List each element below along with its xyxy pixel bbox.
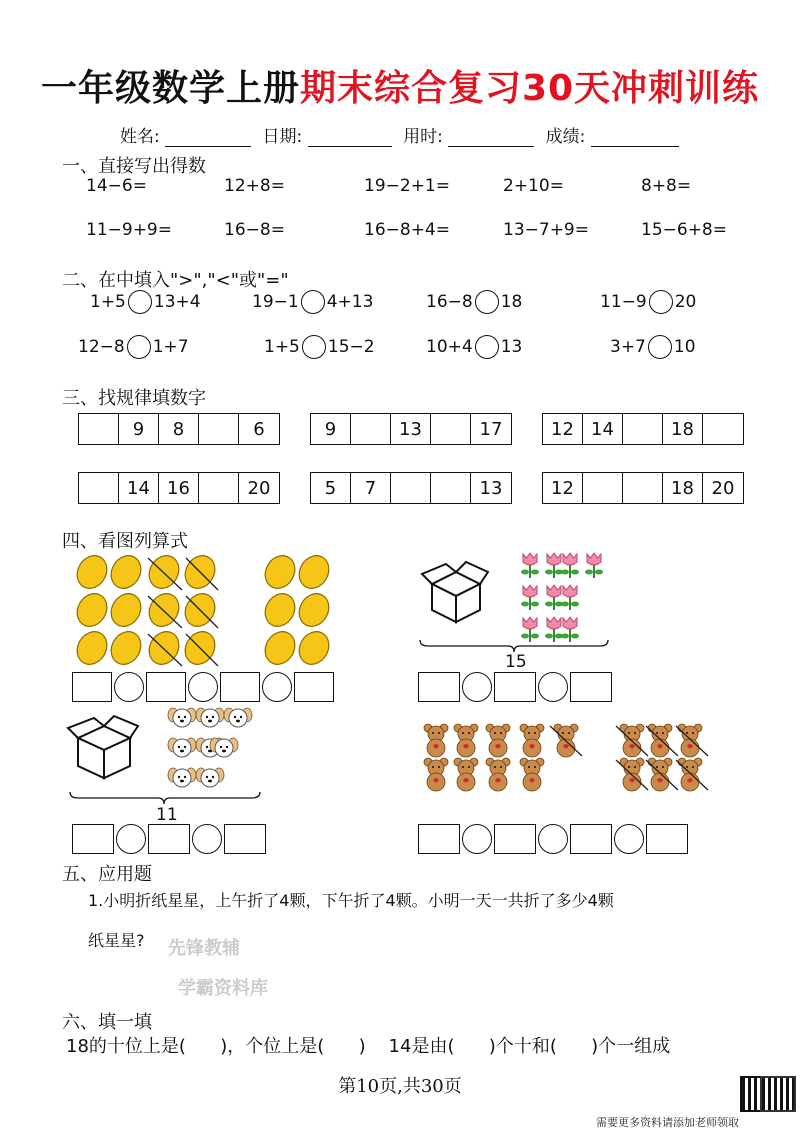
section-2-title: 二、在中填入">","<"或"=" [62, 270, 289, 291]
seq-cell[interactable]: 7 [351, 473, 391, 503]
date-label: 日期: [262, 127, 303, 147]
seq-cell[interactable]: 13 [391, 414, 431, 444]
answer-box[interactable] [224, 824, 266, 854]
answer-row-1 [72, 672, 334, 702]
seq-cell[interactable]: 8 [159, 414, 199, 444]
answer-box[interactable] [72, 824, 114, 854]
seq-cell[interactable]: 14 [583, 414, 623, 444]
watermark-line2: 学霸资料库 [178, 978, 268, 999]
word-problem-line1: 1.小明折纸星星，上午折了4颗，下午折了4颗。小明一天一共折了多少4颗 [88, 891, 614, 910]
calc-item: 8+8= [641, 176, 692, 196]
answer-box[interactable] [494, 824, 536, 854]
watermark-line1: 先锋教辅 [168, 938, 240, 959]
answer-circle[interactable] [462, 672, 492, 702]
seq-cell[interactable]: 16 [159, 473, 199, 503]
answer-circle[interactable] [262, 672, 292, 702]
seq-cell[interactable]: 5 [311, 473, 351, 503]
seq-cell[interactable]: 18 [663, 473, 703, 503]
compare-circle[interactable] [128, 290, 152, 314]
calc-item: 11−9+9= [86, 220, 172, 240]
compare-item: 19−1 4+13 [252, 292, 374, 312]
seq-cell[interactable]: 20 [247, 477, 271, 499]
sequence-box [542, 413, 744, 445]
seq-cell[interactable] [623, 473, 663, 503]
seq-cell[interactable] [199, 473, 239, 503]
student-info [120, 122, 679, 147]
name-field[interactable] [165, 128, 251, 147]
calc-item: 12+8= [224, 176, 285, 196]
calc-item: 13−7+9= [503, 220, 589, 240]
seq-cell[interactable]: 20 [711, 477, 735, 499]
compare-item: 12−8 1+7 [78, 337, 189, 357]
bears-left [424, 724, 578, 791]
seq-cell[interactable] [583, 473, 623, 503]
name-label: 姓名: [120, 127, 160, 147]
calc-item: 16−8= [224, 220, 285, 240]
date-field[interactable] [308, 128, 392, 147]
seq-cell[interactable] [199, 414, 239, 444]
compare-circle[interactable] [127, 335, 151, 359]
seq-cell[interactable] [431, 414, 471, 444]
answer-box[interactable] [570, 824, 612, 854]
answer-circle[interactable] [116, 824, 146, 854]
answer-box[interactable] [72, 672, 112, 702]
answer-box[interactable] [148, 824, 190, 854]
compare-circle[interactable] [475, 290, 499, 314]
box-dogs-picture [66, 706, 266, 800]
answer-circle[interactable] [188, 672, 218, 702]
section-5-title: 五、应用题 [62, 864, 152, 885]
seq-cell[interactable] [623, 414, 663, 444]
seq-cell[interactable]: 12 [543, 473, 583, 503]
compare-item: 16−8 18 [426, 292, 523, 312]
score-field[interactable] [591, 128, 679, 147]
bears-right [620, 724, 702, 791]
gift-box-icon [68, 716, 138, 778]
answer-box[interactable] [220, 672, 260, 702]
tulips [521, 553, 603, 642]
seq-cell[interactable] [79, 473, 119, 503]
section-3-title: 三、找规律填数字 [62, 388, 206, 409]
compare-circle[interactable] [649, 290, 673, 314]
section-1-title: 一、直接写出得数 [62, 156, 206, 177]
compare-circle[interactable] [302, 335, 326, 359]
seq-cell[interactable]: 9 [119, 414, 159, 444]
seq-cell[interactable]: 18 [663, 414, 703, 444]
page-number: 第10页,共30页 [338, 1076, 462, 1097]
seq-cell[interactable]: 12 [543, 414, 583, 444]
answer-box[interactable] [494, 672, 536, 702]
answer-row-2 [418, 672, 612, 702]
bears-picture [418, 722, 724, 798]
seq-cell[interactable]: 6 [253, 418, 265, 440]
dogs [168, 708, 252, 787]
compare-item: 11−9 20 [600, 292, 697, 312]
compare-circle[interactable] [301, 290, 325, 314]
compare-circle[interactable] [475, 335, 499, 359]
lemons-picture [70, 552, 340, 670]
answer-box[interactable] [294, 672, 334, 702]
gift-box-icon [422, 562, 488, 622]
calc-item: 15−6+8= [641, 220, 727, 240]
answer-row-3 [72, 824, 266, 854]
calc-item: 19−2+1= [364, 176, 450, 196]
seq-cell[interactable]: 13 [479, 477, 503, 499]
box-flowers-picture [416, 548, 616, 648]
answer-box[interactable] [418, 824, 460, 854]
time-field[interactable] [448, 128, 534, 147]
calc-item: 16−8+4= [364, 220, 450, 240]
qr-code-icon [760, 1076, 796, 1112]
seq-cell[interactable] [431, 473, 471, 503]
brace-11 [68, 790, 264, 806]
page-title [0, 60, 800, 111]
section-6-title: 六、填一填 [62, 1012, 152, 1033]
compare-item: 3+7 10 [610, 337, 696, 357]
title-red: 期末综合复习30天冲刺训练 [299, 68, 760, 109]
seq-cell[interactable]: 14 [119, 473, 159, 503]
compare-item: 1+5 13+4 [90, 292, 201, 312]
seq-cell[interactable] [703, 414, 743, 444]
answer-box[interactable] [146, 672, 186, 702]
lemon-group-right [259, 552, 334, 670]
answer-box[interactable] [646, 824, 688, 854]
seq-cell[interactable] [79, 414, 119, 444]
sequence-box [310, 413, 512, 445]
seq-cell[interactable]: 9 [311, 414, 351, 444]
compare-item: 10+4 13 [426, 337, 523, 357]
total-15: 15 [505, 652, 527, 672]
seq-cell[interactable]: 17 [479, 418, 503, 440]
answer-circle[interactable] [614, 824, 644, 854]
answer-circle[interactable] [538, 824, 568, 854]
sequence-box [542, 472, 744, 504]
compare-circle[interactable] [648, 335, 672, 359]
sequence-box [78, 472, 280, 504]
total-11: 11 [156, 805, 178, 825]
compare-item: 1+5 15−2 [264, 337, 375, 357]
calc-item: 14−6= [86, 176, 147, 196]
section-4-title: 四、看图列算式 [62, 531, 188, 552]
time-label: 用时: [403, 127, 443, 147]
answer-circle[interactable] [114, 672, 144, 702]
answer-box[interactable] [418, 672, 460, 702]
calc-item: 2+10= [503, 176, 564, 196]
seq-cell[interactable] [391, 473, 431, 503]
answer-row-4 [418, 824, 688, 854]
footer-note: 需要更多资料请添加老师领取 [596, 1116, 739, 1129]
answer-box[interactable] [570, 672, 612, 702]
sequence-box [310, 472, 512, 504]
fill-blank-question: 18的十位上是( )，个位上是( ) 14是由( )个十和( )个一组成 [66, 1036, 671, 1057]
score-label: 成绩: [545, 127, 586, 147]
sequence-box [78, 413, 280, 445]
answer-circle[interactable] [538, 672, 568, 702]
answer-circle[interactable] [192, 824, 222, 854]
title-black: 一年级数学上册 [40, 68, 300, 109]
word-problem-line2: 纸星星? [88, 931, 145, 950]
seq-cell[interactable] [351, 414, 391, 444]
answer-circle[interactable] [462, 824, 492, 854]
